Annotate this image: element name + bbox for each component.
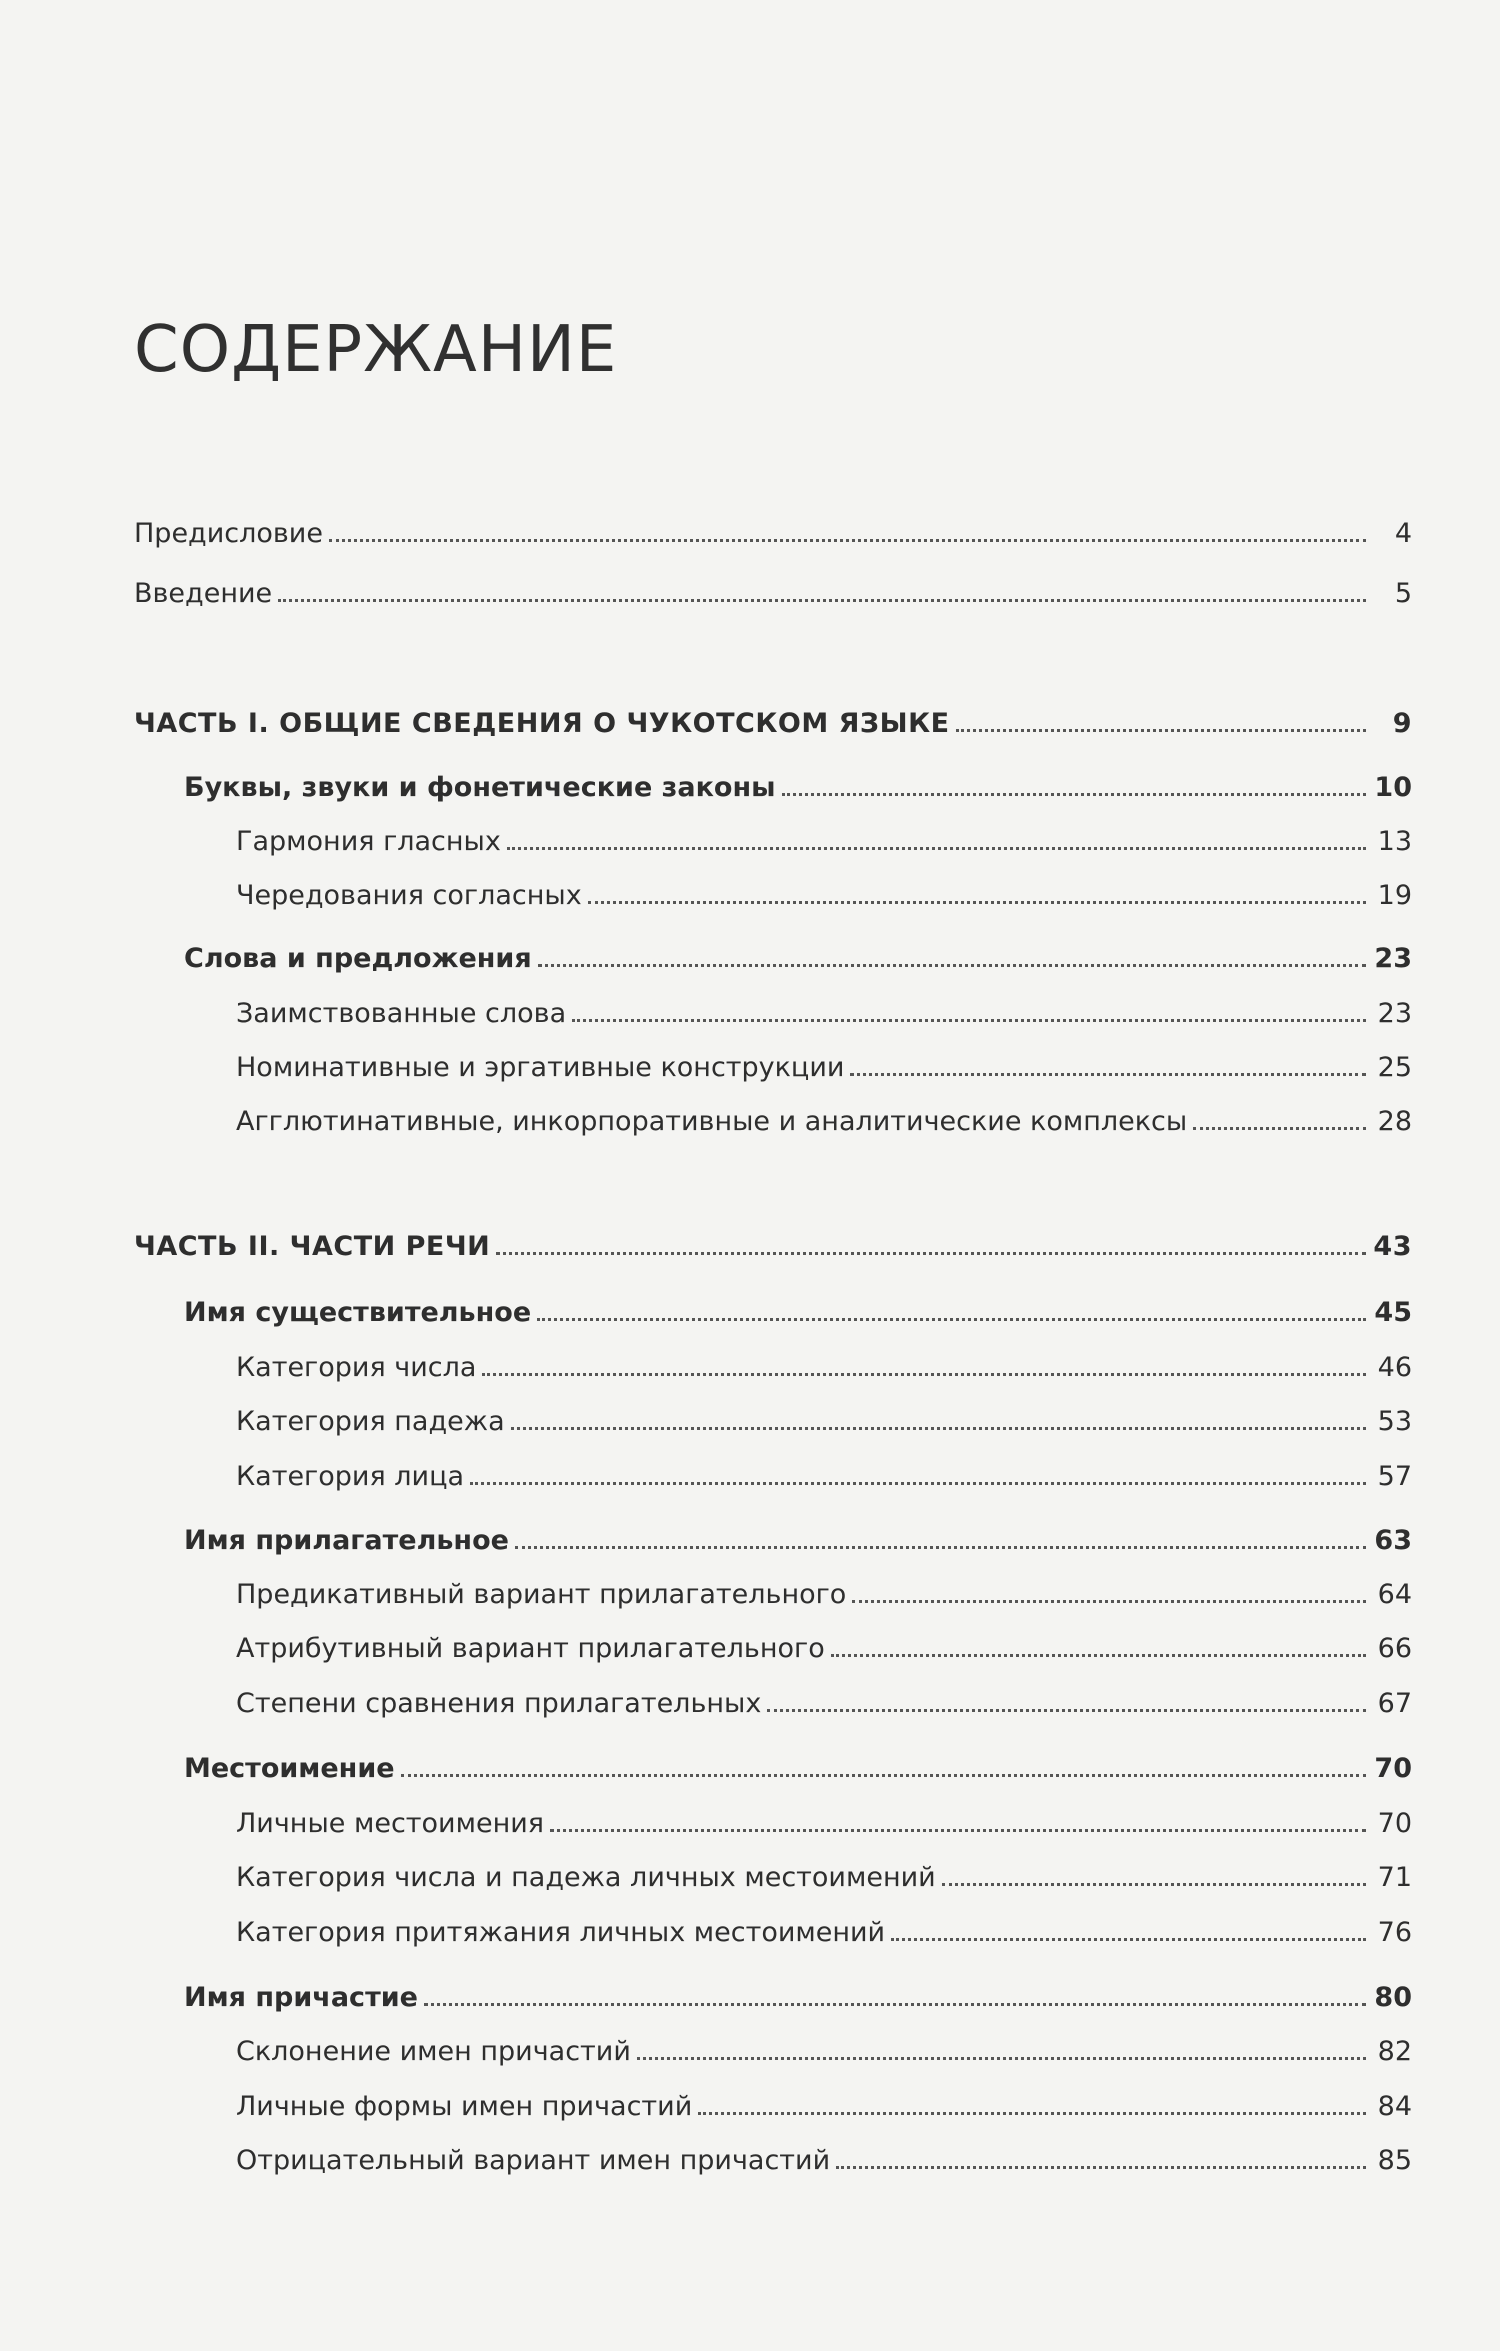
dot-leader [424,2003,1366,2006]
toc-entry-page: 28 [1377,1106,1412,1137]
toc-entry-page: 67 [1377,1688,1412,1719]
toc-entry[interactable] [236,1106,1412,1138]
toc-entry-label: Предикативный вариант прилагательного [236,1579,847,1610]
toc-entry[interactable] [236,1461,1412,1493]
toc-entry[interactable] [236,1917,1412,1949]
toc-entry[interactable] [236,1052,1412,1084]
toc-entry-label: Местоимение [184,1753,395,1784]
toc-entry[interactable] [184,772,1412,804]
toc-entry-label: Заимствованные слова [236,998,567,1029]
dot-leader [470,1482,1366,1485]
toc-entry-page: 4 [1394,518,1412,549]
toc-entry-label: Слова и предложения [184,943,532,974]
toc-entry-label: Категория числа и падежа личных местоимений [236,1862,936,1893]
toc-entry[interactable] [236,1352,1412,1384]
toc-entry-page: 57 [1377,1461,1412,1492]
dot-leader [572,1019,1366,1022]
dot-leader [956,729,1366,732]
toc-entry-label: Имя прилагательное [184,1525,509,1556]
toc-entry-page: 64 [1377,1579,1412,1610]
toc-entry-page: 70 [1374,1753,1412,1784]
toc-entry[interactable] [134,518,1412,550]
toc-entry-label: Имя существительное [184,1297,532,1328]
toc-entry-label: Буквы, звуки и фонетические законы [184,772,776,803]
toc-entry[interactable] [236,1406,1412,1438]
dot-leader [942,1883,1366,1886]
toc-entry-label: ЧАСТЬ I. ОБЩИЕ СВЕДЕНИЯ О ЧУКОТСКОМ ЯЗЫКЕ [134,708,950,739]
toc-entry-page: 45 [1374,1297,1412,1328]
dot-leader [891,1938,1366,1941]
toc-entry-page: 82 [1377,2036,1412,2067]
dot-leader [1193,1127,1366,1130]
toc-entry-page: 84 [1377,2091,1412,2122]
toc-entry-label: Предисловие [134,518,323,549]
toc-entry[interactable] [236,2091,1412,2123]
toc-entry[interactable] [184,943,1412,975]
toc-entry-page: 53 [1377,1406,1412,1437]
dot-leader [782,793,1366,796]
toc-entry-page: 19 [1377,880,1412,911]
dot-leader [278,599,1366,602]
toc-entry-label: Имя причастие [184,1982,418,2013]
dot-leader [482,1373,1366,1376]
toc-entry-page: 23 [1374,943,1412,974]
toc-entry[interactable] [184,1753,1412,1785]
toc-entry[interactable] [236,880,1412,912]
toc-entry-label: Агглютинативные, инкорпоративные и аналитические комплексы [236,1106,1188,1137]
toc-entry[interactable] [236,998,1412,1030]
dot-leader [850,1073,1366,1076]
toc-entry[interactable] [236,1862,1412,1894]
dot-leader [698,2112,1366,2115]
toc-entry[interactable] [236,826,1412,858]
toc-entry-label: Отрицательный вариант имен причастий [236,2145,831,2176]
toc-entry-page: 76 [1377,1917,1412,1948]
toc-entry-page: 23 [1377,998,1412,1029]
toc-entry-label: Введение [134,578,273,609]
dot-leader [329,539,1366,542]
toc-entry-page: 5 [1394,578,1412,609]
toc-entry-label: Личные формы имен причастий [236,2091,693,2122]
dot-leader [831,1654,1366,1657]
toc-entry-page: 25 [1377,1052,1412,1083]
toc-entry[interactable] [236,1688,1412,1720]
toc-entry-label: Личные местоимения [236,1808,545,1839]
toc-entry[interactable] [134,578,1412,610]
toc-entry[interactable] [236,1633,1412,1665]
toc-entry-page: 63 [1374,1525,1412,1556]
dot-leader [507,847,1366,850]
toc-entry-label: Категория притяжания личных местоимений [236,1917,886,1948]
toc-entry[interactable] [134,1231,1412,1263]
toc-entry-label: Номинативные и эргативные конструкции [236,1052,845,1083]
toc-entry[interactable] [184,1982,1412,2014]
dot-leader [588,901,1366,904]
dot-leader [537,1318,1366,1321]
toc-entry-label: Категория лица [236,1461,464,1492]
toc-entry-page: 71 [1377,1862,1412,1893]
toc-entry[interactable] [184,1297,1412,1329]
toc-entry-label: Склонение имен причастий [236,2036,631,2067]
toc-entry-label: Степени сравнения прилагательных [236,1688,762,1719]
dot-leader [515,1546,1366,1549]
toc-entry[interactable] [236,2036,1412,2068]
toc-entry[interactable] [236,2145,1412,2177]
toc-entry-label: Гармония гласных [236,826,501,857]
toc-entry[interactable] [236,1579,1412,1611]
toc-entry[interactable] [184,1525,1412,1557]
dot-leader [496,1252,1366,1255]
dot-leader [538,964,1366,967]
dot-leader [637,2057,1366,2060]
toc-entry-label: Категория падежа [236,1406,505,1437]
page-title: СОДЕРЖАНИЕ [134,313,618,387]
toc-entry-page: 10 [1374,772,1412,803]
toc-entry-label: Категория числа [236,1352,477,1383]
toc-entry-page: 46 [1377,1352,1412,1383]
toc-entry[interactable] [134,708,1412,740]
dot-leader [511,1427,1366,1430]
toc-entry-page: 80 [1374,1982,1412,2013]
dot-leader [767,1709,1366,1712]
dot-leader [401,1774,1366,1777]
toc-entry-label: ЧАСТЬ II. ЧАСТИ РЕЧИ [134,1231,491,1262]
toc-entry-page: 66 [1377,1633,1412,1664]
toc-entry-page: 43 [1373,1231,1412,1262]
toc-entry-page: 85 [1377,2145,1412,2176]
toc-entry[interactable] [236,1808,1412,1840]
toc-entry-label: Чередования согласных [236,880,582,911]
toc-entry-page: 13 [1377,826,1412,857]
dot-leader [852,1600,1366,1603]
toc-entry-page: 70 [1377,1808,1412,1839]
dot-leader [836,2166,1366,2169]
toc-entry-label: Атрибутивный вариант прилагательного [236,1633,825,1664]
dot-leader [550,1829,1366,1832]
toc-entry-page: 9 [1392,708,1412,739]
